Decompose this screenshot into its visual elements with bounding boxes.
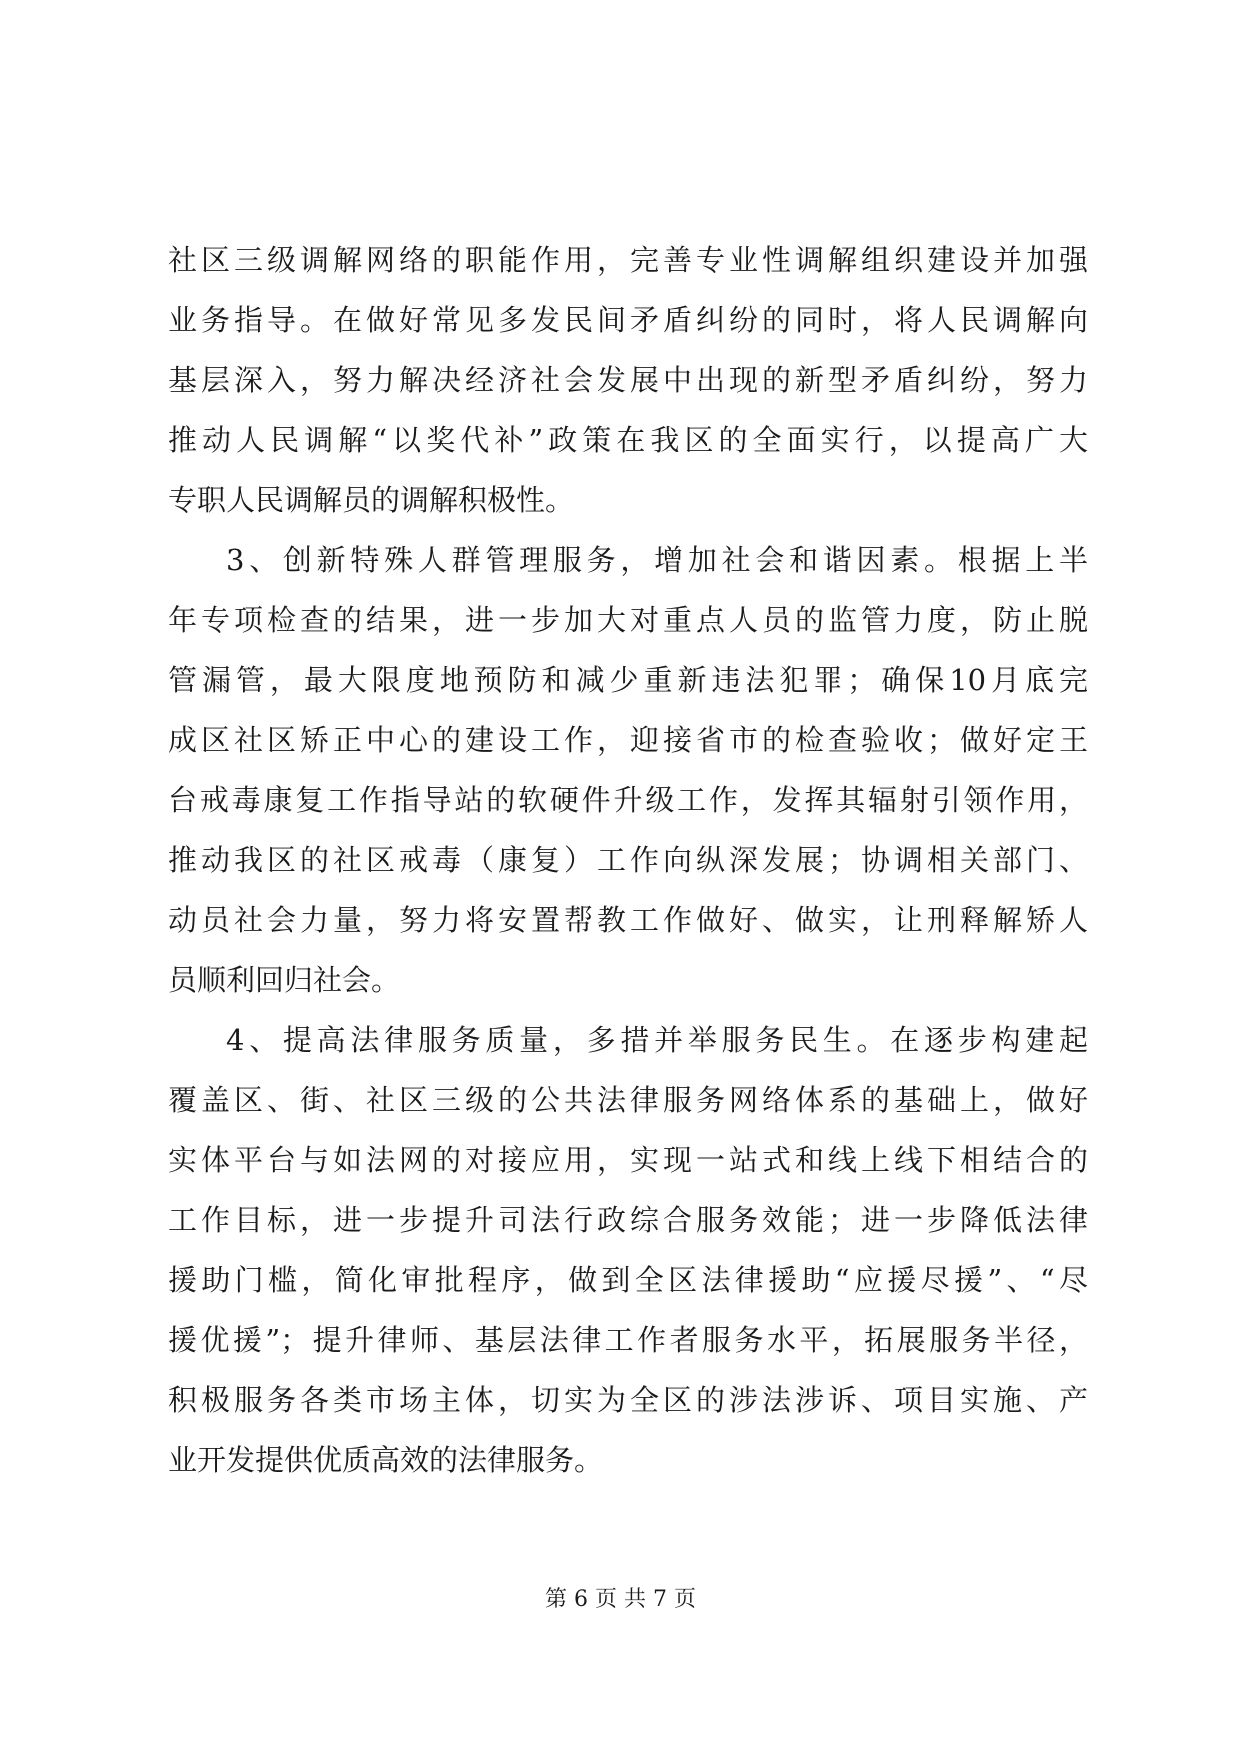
text-line: 积极服务各类市场主体，切实为全区的涉法涉诉、项目实施、产 [168, 1383, 1088, 1417]
text-line: 援助门槛，简化审批程序，做到全区法律援助“应援尽援”、“尽 [168, 1263, 1088, 1297]
text-line: 工作目标，进一步提升司法行政综合服务效能；进一步降低法律 [168, 1203, 1088, 1237]
text-line: 成区社区矫正中心的建设工作，迎接省市的检查验收；做好定王 [168, 723, 1088, 757]
text-line: 业务指导。在做好常见多发民间矛盾纠纷的同时，将人民调解向 [168, 303, 1088, 337]
text-line: 动员社会力量，努力将安置帮教工作做好、做实，让刑释解矫人 [168, 903, 1088, 937]
text-line: 业开发提供优质高效的法律服务。 [168, 1443, 604, 1477]
text-line: 推动我区的社区戒毒（康复）工作向纵深发展；协调相关部门、 [168, 843, 1088, 877]
text-line: 年专项检查的结果，进一步加大对重点人员的监管力度，防止脱 [168, 603, 1088, 637]
text-line: 管漏管，最大限度地预防和减少重新违法犯罪；确保10月底完 [168, 663, 1088, 697]
paragraph-3-first-line: 3、创新特殊人群管理服务，增加社会和谐因素。根据上半 [226, 543, 1088, 577]
page-number-footer: 第 6 页 共 7 页 [545, 1587, 696, 1612]
text-line: 社区三级调解网络的职能作用，完善专业性调解组织建设并加强 [168, 243, 1088, 277]
text-line: 台戒毒康复工作指导站的软硬件升级工作，发挥其辐射引领作用， [168, 783, 1088, 817]
text-line: 专职人民调解员的调解积极性。 [168, 483, 575, 517]
text-line: 援优援”；提升律师、基层法律工作者服务水平，拓展服务半径， [168, 1323, 1088, 1357]
text-line: 基层深入，努力解决经济社会发展中出现的新型矛盾纠纷，努力 [168, 363, 1088, 397]
text-line: 实体平台与如法网的对接应用，实现一站式和线上线下相结合的 [168, 1143, 1088, 1177]
text-line: 员顺利回归社会。 [168, 963, 401, 997]
text-line: 推动人民调解“以奖代补”政策在我区的全面实行，以提高广大 [168, 423, 1088, 457]
document-body [168, 230, 1088, 1490]
paragraph-4-first-line: 4、提高法律服务质量，多措并举服务民生。在逐步构建起 [226, 1023, 1088, 1057]
text-line: 覆盖区、街、社区三级的公共法律服务网络体系的基础上，做好 [168, 1083, 1088, 1117]
